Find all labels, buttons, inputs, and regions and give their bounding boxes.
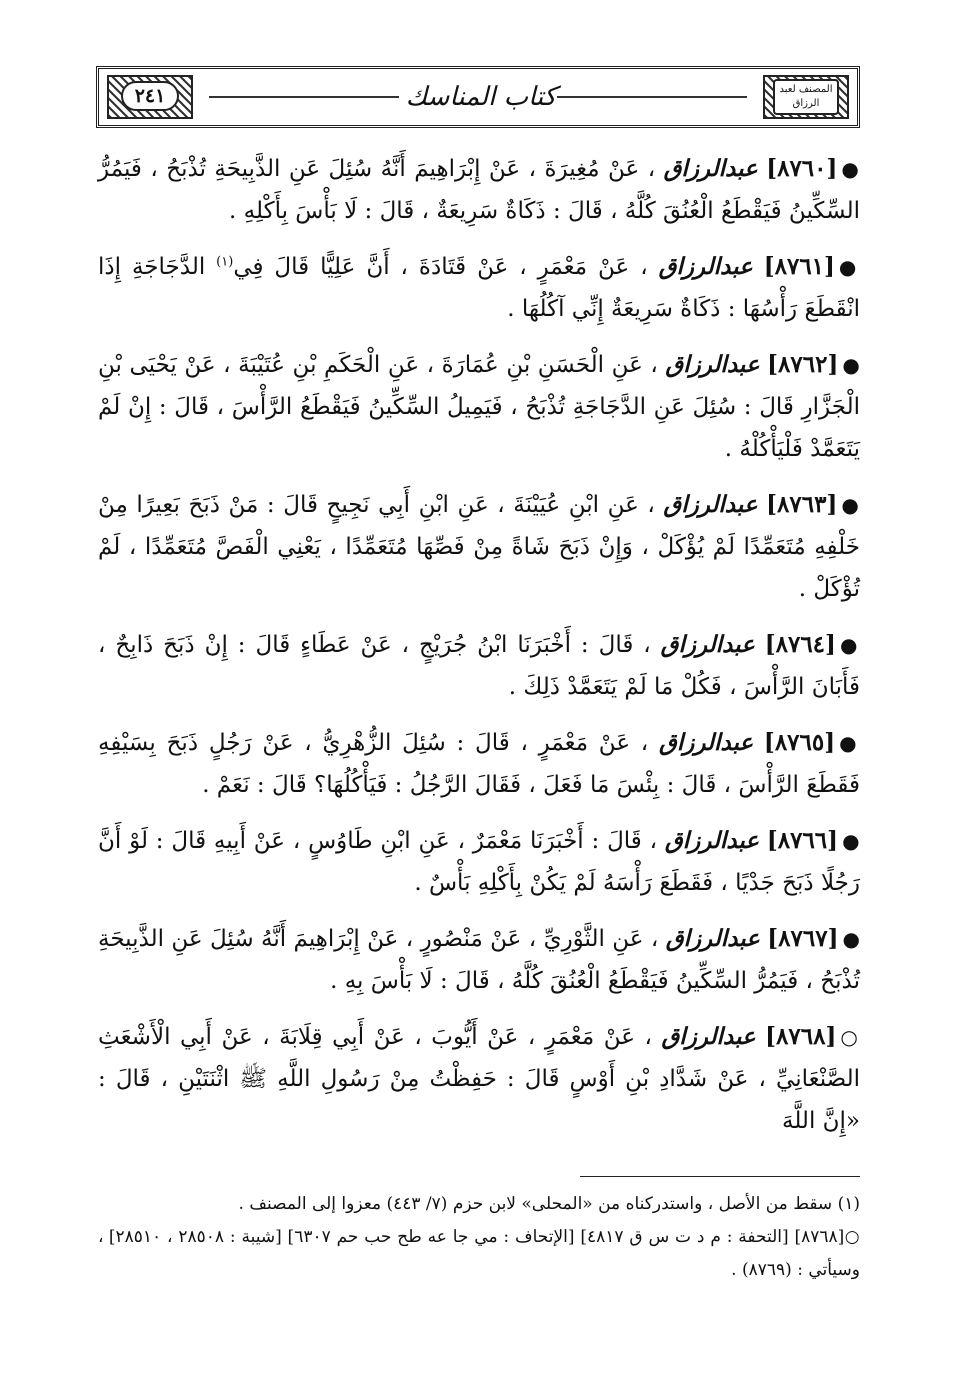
entry-bullet: ● (841, 157, 860, 181)
entry-text: ، قَالَ : أَخْبَرَنَا مَعْمَرٌ ، عَنِ ابْنِ طَاوُسٍ ، عَنْ أَبِيهِ قَالَ : لَوْ أَنَّ رَجُلًا ذَبَحَ جَدْيًا ، فَقَطَعَ رَأْسَهُ لَمْ يَكُنْ بِأَكْلِهِ بَأْسٌ . (98, 828, 860, 896)
entry-author: عبدالرزاق (663, 491, 758, 518)
entry-author: عبدالرزاق (664, 827, 760, 854)
entry-author: عبدالرزاق (663, 155, 758, 182)
running-header (96, 66, 860, 128)
page-number: ٢٤١ (121, 81, 179, 111)
main-text (98, 148, 860, 1156)
entry-text: ، عَنِ الْحَسَنِ بْنِ عُمَارَةَ ، عَنِ الْحَكَمِ بْنِ عُتَيْبَةَ ، عَنْ يَحْيَى بْنِ الْجَزَّارِ قَالَ : سُئِلَ عَنِ الدَّجَاجَةِ تُذْبَحُ ، فَيَمِيلُ السِّكِّينُ فَيَقْطَعُ الرَّأْسَ ، قَالَ : إِنْ لَمْ يَتَعَمَّدْ فَلْيَأْكُلْهُ . (98, 352, 860, 462)
entry-text: ، عَنْ مَعْمَرٍ ، عَنْ قَتَادَةَ ، أَنَّ عَلِيًّا قَالَ فِي (233, 254, 648, 280)
entry-author: عبدالرزاق (665, 925, 760, 952)
hadith-entry (98, 722, 860, 806)
entry-author: عبدالرزاق (658, 253, 753, 280)
entry-text: ، عَنْ مَعْمَرٍ ، عَنْ أَيُّوبَ ، عَنْ أَبِي قِلَابَةَ ، عَنْ أَبِي الْأَشْعَثِ الصَّنْعَانِيِّ ، عَنْ شَدَّادِ بْنِ أَوْسٍ قَالَ : حَفِظْتُ مِنْ رَسُولِ اللَّهِ ﷺ اثْنَتَيْنِ ، قَالَ : «إِنَّ اللَّهَ (98, 1024, 860, 1134)
entry-text: الدَّجَاجَةِ إِذَا انْقَطَعَ رَأْسُهَا : ذَكَاةٌ سَرِيعَةٌ إِنِّي آكُلُهَا . (98, 254, 860, 322)
footnote-separator (580, 1176, 860, 1177)
footnote-item: (١) سقط من الأصل ، واستدركناه من «المحلى» لابن حزم (٧/ ٤٤٣) معزوا إلى المصنف . (238, 1194, 860, 1214)
entry-number: [٨٧٦٧] (767, 925, 839, 952)
entry-text: ، عَنِ ابْنِ عُيَيْنَةَ ، عَنِ ابْنِ أَبِي نَجِيحٍ قَالَ : مَنْ ذَبَحَ بَعِيرًا مِنْ خَلْفِهِ مُتَعَمِّدًا لَمْ يُؤْكَلْ ، وَإِنْ ذَبَحَ شَاةً مِنْ فَصِّهَا مُتَعَمِّدًا ، يَعْنِي الْفَصَّ مُتَعَمِّدًا ، لَمْ تُؤْكَلْ . (98, 492, 860, 602)
footnote-reference[interactable]: (١) (216, 254, 234, 270)
hadith-entry (98, 820, 860, 904)
entry-text: ، قَالَ : أَخْبَرَنَا ابْنُ جُرَيْجٍ ، عَنْ عَطَاءٍ قَالَ : إِنْ ذَبَحَ ذَابِحٌ ، فَأَبَانَ الرَّأْسَ ، فَكُلْ مَا لَمْ يَتَعَمَّدْ ذَلِكَ . (98, 632, 860, 700)
entry-bullet: ○ (840, 1025, 861, 1049)
entry-bullet: ● (842, 927, 861, 951)
entry-text: ، عَنِ الثَّوْرِيِّ ، عَنْ مَنْصُورٍ ، عَنْ إِبْرَاهِيمَ أَنَّهُ سُئِلَ عَنِ الذَّبِيحَةِ تُذْبَحُ ، فَيَمُرُّ السِّكِّينُ فَيَقْطَعُ الْعُنُقَ كُلَّهُ ، قَالَ : لَا بَأْسَ بِهِ . (98, 926, 860, 994)
entry-bullet: ● (838, 255, 861, 279)
entry-bullet: ● (842, 829, 861, 853)
entry-number: [٨٧٦١] (763, 253, 835, 280)
hadith-entry (98, 1016, 860, 1142)
entry-bullet: ● (841, 493, 861, 517)
entry-author: عبدالرزاق (665, 351, 760, 378)
entry-bullet: ● (842, 353, 861, 377)
hadith-entry (98, 624, 860, 708)
entry-author: عبدالرزاق (660, 631, 755, 658)
entry-number: [٨٧٦٥] (763, 729, 836, 756)
hadith-entry (98, 246, 860, 330)
chapter-title: كتاب المناسك (405, 82, 557, 112)
entry-number: [٨٧٦٦] (766, 827, 839, 854)
header-rule-left (209, 96, 399, 98)
hadith-entry (98, 148, 860, 232)
book-logo: المصنف لعبد الرزاق (773, 79, 839, 115)
entry-text: ، عَنْ مَعْمَرٍ ، قَالَ : سُئِلَ الزُّهْرِيُّ ، عَنْ رَجُلٍ ذَبَحَ بِسَيْفِهِ فَقَطَعَ الرَّأْسَ ، قَالَ : بِئْسَ مَا فَعَلَ ، فَقَالَ الرَّجُلُ : فَيَأْكُلُهَا؟ قَالَ : نَعَمْ . (98, 730, 860, 798)
entry-text: ، عَنْ مُغِيرَةَ ، عَنْ إِبْرَاهِيمَ أَنَّهُ سُئِلَ عَنِ الذَّبِيحَةِ تُذْبَحُ ، فَيَمُرُّ السِّكِّينُ فَيَقْطَعُ الْعُنُقَ كُلَّهُ ، قَالَ : ذَكَاةٌ سَرِيعَةٌ ، قَالَ : لَا بَأْسَ بِأَكْلِهِ . (98, 156, 860, 224)
footnotes (98, 1188, 860, 1287)
hadith-entry (98, 484, 860, 610)
hadith-entry (98, 918, 860, 1002)
entry-bullet: ● (839, 633, 861, 657)
entry-number: [٨٧٦٤] (764, 631, 836, 658)
entry-author: عبدالرزاق (661, 1023, 756, 1050)
entry-bullet: ● (839, 731, 861, 755)
footnote-item: ○[٨٧٦٨] [التحفة : م د ت س ق ٤٨١٧] [الإتحاف : مي جا عه طح حب حم ٦٣٠٧] [شيبة : ٢٨٥٠٨ ، ٢٨٥١٠] ، وسيأتي : (٨٧٦٩) . (98, 1227, 860, 1280)
entry-author: عبدالرزاق (658, 729, 754, 756)
hadith-entry (98, 344, 860, 470)
entry-number: [٨٧٦٢] (767, 351, 839, 378)
entry-number: [٨٧٦٨] (765, 1023, 837, 1050)
entry-number: [٨٧٦٣] (766, 491, 838, 518)
header-rule-right (557, 96, 747, 98)
entry-number: [٨٧٦٠] (766, 155, 838, 182)
